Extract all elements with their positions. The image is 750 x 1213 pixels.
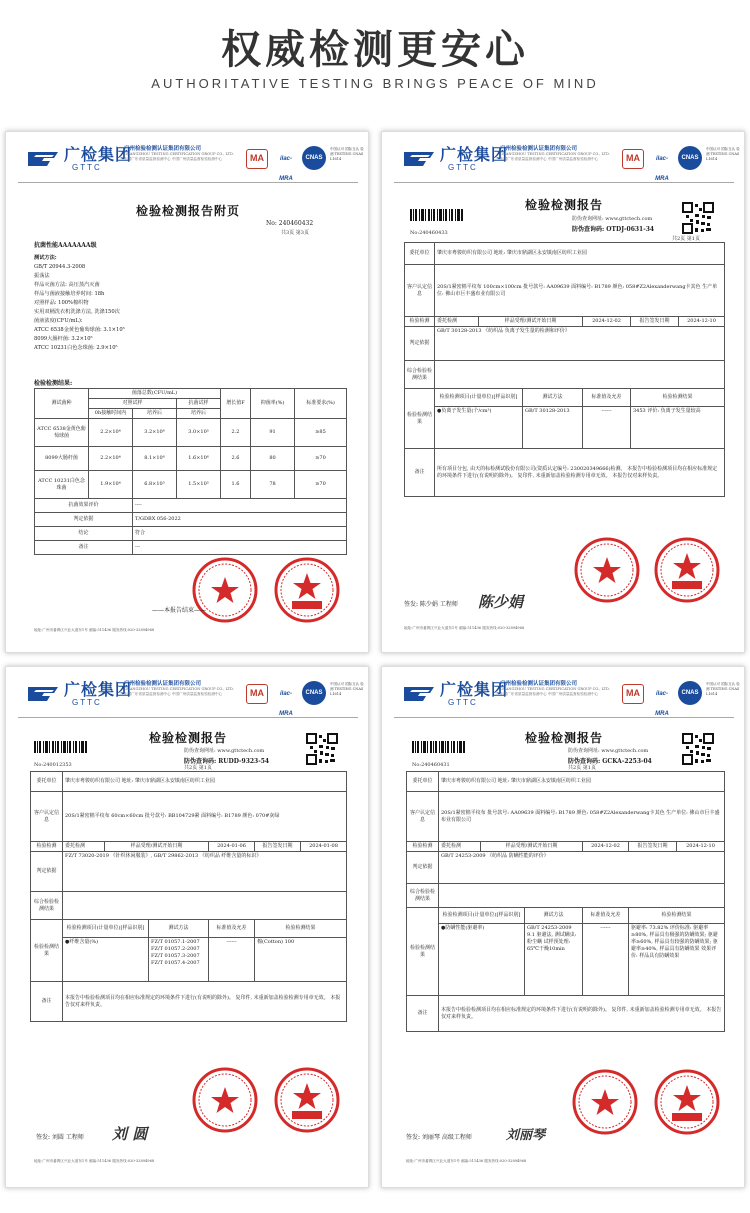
org-name-en: GUANGZHOU TESTING CERTIFICATION GROUP CO., LTD. 中国广东省质量监督检测中心 中国广州质量监督检验检测中心 — [124, 687, 234, 696]
method-line: ATCC 6538金黄色葡萄球菌: 3.1×10⁵ — [34, 327, 125, 333]
gttc-logo-icon — [402, 681, 438, 705]
result-value: 棉(Cotton) 100 — [255, 938, 347, 982]
report-end: ——本报告结束—— — [152, 607, 207, 614]
cnas-mark-icon: CNAS — [678, 681, 702, 705]
overall-label: 综合检验检测结果 — [31, 892, 63, 920]
barcode-icon — [410, 209, 464, 221]
table-cell: 1.6 — [221, 471, 251, 499]
th-after-sample: 培养后 — [177, 409, 221, 419]
th-item: 检验检测项目(计量单位)[样品识别] — [435, 389, 523, 407]
testing-seal-icon — [654, 1069, 720, 1135]
cma-mark-icon: MA — [246, 149, 268, 169]
sample-value: 20S/1紧密棉平纹布 100cm×100cm 批号款号: AA09639 面料编号: B1789 颜色: 058#Z2Alexanderwang卡其色 生产单位: 佛山市巨丰盛布业有限公司 — [435, 265, 725, 317]
table-cell: 91 — [251, 419, 295, 447]
th-item: 检验检测项目(计量单位)[样品识别] — [439, 908, 525, 924]
report-title: 检验检测报告 — [524, 198, 603, 212]
section-results: 检验检测结果: — [34, 380, 73, 387]
report-sheet-fiber-content — [5, 666, 369, 1188]
report-footer: 地址:广州市番禺区兴业大道东1号 邮编:511436 服务热线:020-32894968 — [34, 628, 155, 632]
th-result: 检验检测结果 — [629, 908, 725, 924]
org-name: 广州检验检测认证集团有限公司 — [124, 146, 202, 152]
brand-name: 广检集团 — [440, 145, 509, 164]
th-tolerance: 标准值及允差 — [583, 908, 629, 924]
table-cell: 6.8×10⁵ — [133, 471, 177, 499]
th-method: 测试方法 — [523, 389, 583, 407]
verify-code: 防伪查询码: GCKA-2253-04 — [568, 758, 652, 765]
verify-url: 防伪查询网址: www.gttctech.com — [184, 748, 265, 754]
table-cell: 3.2×10⁶ — [133, 419, 177, 447]
report-title: 检验检测报告 — [148, 731, 227, 745]
signature: 刘丽琴 — [506, 1128, 546, 1143]
test-methods — [34, 254, 125, 353]
verify-code: 防伪查询码: RUDD-9323-54 — [184, 758, 270, 765]
page-indicator: 共2页 第1页 — [184, 765, 212, 771]
th-growth: 增长值F — [221, 389, 251, 419]
remark-label: 备注 — [407, 996, 439, 1032]
sample-value: 20S/1紧密棉平纹布 60cm×60cm 批号款号: BB104729紧 面料编号: B1789 颜色: 070#灰绿 — [63, 792, 347, 842]
signer: 签发: 陈少娟 工程师 — [404, 601, 458, 608]
report-header — [6, 667, 369, 719]
table-cell: ≥70 — [295, 447, 347, 471]
th-strain: 测试菌种 — [35, 389, 89, 419]
th-control: 对照试样 — [89, 399, 177, 409]
sample-value: 20S/1紧密棉平纹布 批号款号: AA09639 面料编号: B1789 颜色: 058#Z2Alexanderwang卡其色 生产单位: 佛山市巨丰盛布业有限公司 — [439, 792, 725, 842]
ilac-mark-icon: ilac-MRA — [655, 156, 669, 182]
basis-value: FZ/T 73020-2019 《针织休闲服装》, GB/T 29862-2013 《纺织品 纤维含量的标识》 — [63, 852, 347, 892]
basis-label: 判定依据 — [407, 852, 439, 884]
verify-code: 防伪查询码: OTDJ-0631-34 — [572, 226, 655, 233]
method-line: 8099大肠杆菌: 3.2×10⁵ — [34, 336, 93, 342]
method-line: 实用双桶洗衣机洗涤方法, 洗涤150次 — [34, 309, 120, 315]
report-sheet-anti-mite — [381, 666, 745, 1188]
remark-label: 备注 — [405, 449, 435, 497]
client-value: 肇庆市粤骏纺织有限公司 地址: 肇庆市鼎湖区永安镇南区纺织工业园 — [63, 772, 347, 792]
category-label: 检验检测 — [31, 842, 63, 852]
table-cell: 2.2×10⁴ — [89, 447, 133, 471]
ilac-mark-icon: ilac-MRA — [279, 691, 293, 717]
sample-label: 客户认定信息 — [31, 792, 63, 842]
org-name: 广州检验检测认证集团有限公司 — [500, 681, 578, 687]
th-requirement: 标准要求(%) — [295, 389, 347, 419]
results-label: 检验检测结果 — [407, 908, 439, 996]
brand-name-en: GTTC — [72, 163, 102, 172]
official-seal-icon — [572, 1069, 638, 1135]
basis-value: GB/T 30128-2013 《纺织品 负离子发生量的检测和评价》 — [435, 327, 725, 361]
issued-label: 报告签发日期 — [255, 842, 301, 852]
method-line: 样品灭菌方法: 高压蒸汽灭菌 — [34, 282, 100, 288]
received-value: 2024-12-02 — [583, 842, 629, 852]
org-name-en: GUANGZHOU TESTING CERTIFICATION GROUP CO., LTD. 中国广东省质量监督检测中心 中国广州质量监督检验检测中心 — [124, 152, 234, 161]
issued-label: 报告签发日期 — [631, 317, 679, 327]
ilac-mark-icon: ilac-MRA — [655, 691, 669, 717]
category-value: 委托检测 — [63, 842, 105, 852]
signature: 刘 圆 — [112, 1125, 148, 1143]
th-t0: 0h接触时间内 — [89, 409, 133, 419]
sample-label: 客户认定信息 — [405, 265, 435, 317]
table-cell: 3.0×10⁵ — [177, 419, 221, 447]
received-label: 样品受理/测试开始日期 — [105, 842, 209, 852]
basis-label: 判定依据 — [405, 327, 435, 361]
method-line: 菌液浓度(CFU/mL): — [34, 318, 83, 324]
overall-value — [63, 892, 347, 920]
gttc-logo-icon — [402, 146, 438, 170]
barcode-icon — [34, 741, 88, 753]
signer: 签发: 刘丽琴 高级工程师 — [406, 1134, 472, 1141]
table-cell: 8.1×10⁶ — [133, 447, 177, 471]
overall-label: 综合检验检测结果 — [407, 884, 439, 908]
method-line: ATCC 10231白色念珠菌: 2.9×10⁵ — [34, 345, 118, 351]
results-label: 检验检测结果 — [31, 920, 63, 982]
tolerance-value: ------ — [583, 407, 631, 449]
th-count: 菌落总数(CFU/mL) — [89, 389, 221, 399]
remark-label: 备注 — [31, 982, 63, 1022]
signature: 陈少娟 — [478, 593, 524, 611]
cma-mark-icon: MA — [246, 684, 268, 704]
th-sample: 抗菌试样 — [177, 399, 221, 409]
header-divider — [394, 182, 734, 183]
report-number: No:240012353 — [34, 762, 72, 768]
report-header — [382, 667, 745, 719]
brand-name-en: GTTC — [448, 163, 478, 172]
table-cell: 1.5×10⁵ — [177, 471, 221, 499]
testing-seal-icon — [654, 537, 720, 603]
method-line: 样品与菌液接触培养时间: 18h — [34, 291, 105, 297]
brand-name: 广检集团 — [440, 680, 509, 699]
report-footer: 地址:广州市番禺区兴业大道东1号 邮编:511436 服务热线:020-32894968 — [404, 626, 525, 630]
table-cell: 78 — [251, 471, 295, 499]
table-cell: ≥85 — [295, 419, 347, 447]
remark-value: --- — [133, 541, 347, 555]
issued-value: 2024-12-10 — [677, 842, 725, 852]
tolerance-value: ------ — [209, 938, 255, 982]
gttc-logo-icon — [26, 146, 62, 170]
official-seal-icon — [574, 537, 640, 603]
category-label: 检验检测 — [405, 317, 435, 327]
eval-value: ---- — [133, 499, 347, 513]
result-value: 3453 评价: 负离子发生量较高 — [631, 407, 725, 449]
basis-value: T/GDBX 056-2022 — [133, 513, 347, 527]
th-result: 检验检测结果 — [255, 920, 347, 938]
th-result: 检验检测结果 — [631, 389, 725, 407]
verify-url: 防伪查询网址: www.gttctech.com — [568, 748, 649, 754]
table-cell: 2.2×10⁴ — [89, 419, 133, 447]
category-value: 委托检测 — [439, 842, 481, 852]
table-cell: ATCC 10231白色念珠菌 — [35, 471, 89, 499]
received-label: 样品受理/测试开始日期 — [481, 842, 583, 852]
brand-name: 广检集团 — [64, 680, 133, 699]
testing-seal-icon — [274, 1067, 340, 1133]
client-label: 委托单位 — [405, 243, 435, 265]
item-value: ●防螨性能(驱避率) — [439, 924, 525, 996]
item-value: ●纤维含量(%) — [63, 938, 149, 982]
received-label: 样品受理/测试开始日期 — [479, 317, 583, 327]
gttc-logo-icon — [26, 681, 62, 705]
method-value: FZ/T 01057.1-2007 FZ/T 01057.2-2007 FZ/T 01057.3-2007 FZ/T 01057.4-2007 — [149, 938, 209, 982]
report-sheet-antibacterial — [5, 131, 369, 653]
qr-code-icon — [682, 202, 714, 234]
remark-value: 所有项目分包, 由天的标检测试股份有限公司(资质认定编号: 230020349666)检测。 本报告中检验检测项目均在相应标准规定的环境条件下进行(有说明的除外)。 复印件, 未重新加盖检验检测专用章无效。 本报告仅对来样负责。 — [435, 449, 725, 497]
page-indicator: 共2页 第1页 — [672, 236, 700, 242]
table-cell: 2.2 — [221, 419, 251, 447]
result-value: 驱避率: 73.82% 评价标准: 驱避率≥80%, 样品具有极强的防螨效果; 驱避率≥60%, 样品具有较强的防螨效果; 驱避率≥40%, 样品具有防螨效果 效果评价: 样品具有防螨效果 — [629, 924, 725, 996]
cnas-mark-icon: CNAS — [302, 146, 326, 170]
hero-title: 权威检测更安心 — [221, 27, 529, 73]
overall-value — [435, 361, 725, 389]
cert-note: 中国认可 国际互认 检测 TESTING CNAS L1614 — [330, 682, 364, 696]
th-method: 测试方法 — [525, 908, 583, 924]
ilac-mark-icon: ilac-MRA — [279, 156, 293, 182]
report-number: No: 240460432 — [266, 220, 314, 227]
category-label: 检验检测 — [407, 842, 439, 852]
report-number: No:240460433 — [410, 230, 448, 236]
remark-value: 本报告中检验检测项目均在相应标准规定的环境条件下进行(有说明的除外)。 复印件, 未重新加盖检验检测专用章无效。 本报告仅对来样负责。 — [63, 982, 347, 1022]
table-cell: ATCC 6538金黄色葡萄球菌 — [35, 419, 89, 447]
brand-name-en: GTTC — [448, 698, 478, 707]
report-header — [6, 132, 369, 184]
cert-note: 中国认可 国际互认 检测 TESTING CNAS L1614 — [706, 682, 740, 696]
qr-code-icon — [306, 733, 338, 765]
table-cell: 80 — [251, 447, 295, 471]
tolerance-value: ------ — [583, 924, 629, 996]
report-footer: 地址:广州市番禺区兴业大道东1号 邮编:511436 服务热线:020-32894968 — [34, 1159, 155, 1163]
th-tolerance: 标准值及允差 — [583, 389, 631, 407]
cnas-mark-icon: CNAS — [678, 146, 702, 170]
report-number: No:240460431 — [412, 762, 450, 768]
remark-label: 备注 — [35, 541, 133, 555]
cma-mark-icon: MA — [622, 684, 644, 704]
testing-seal-icon — [274, 557, 340, 623]
client-label: 委托单位 — [407, 772, 439, 792]
report-sheet-negative-ion — [381, 131, 745, 653]
header-divider — [394, 717, 734, 718]
brand-name-en: GTTC — [72, 698, 102, 707]
report-title: 检验检测报告 — [524, 731, 603, 745]
client-value: 肇庆市粤骏纺织有限公司 地址: 肇庆市鼎湖区永安镇南区纺织工业园 — [439, 772, 725, 792]
antibacterial-results-table — [34, 388, 347, 555]
table-cell: ≥70 — [295, 471, 347, 499]
report-info-table — [30, 771, 347, 1022]
eval-label: 抗菌效果评价 — [35, 499, 133, 513]
page-indicator: 共3页 第3页 — [281, 230, 309, 236]
cnas-mark-icon: CNAS — [302, 681, 326, 705]
org-name: 广州检验检测认证集团有限公司 — [124, 681, 202, 687]
received-value: 2024-01-06 — [209, 842, 255, 852]
table-cell: 8099大肠杆菌 — [35, 447, 89, 471]
overall-label: 综合检验检测结果 — [405, 361, 435, 389]
overall-value — [439, 884, 725, 908]
results-label: 检验检测结果 — [405, 389, 435, 449]
table-cell: 2.6 — [221, 447, 251, 471]
basis-value: GB/T 24253-2009 《纺织品 防螨性能的评价》 — [439, 852, 725, 884]
brand-name: 广检集团 — [64, 145, 133, 164]
report-header — [382, 132, 745, 184]
basis-label: 判定依据 — [35, 513, 133, 527]
org-name-en: GUANGZHOU TESTING CERTIFICATION GROUP CO., LTD. 中国广东省质量监督检测中心 中国广州质量监督检验检测中心 — [500, 152, 610, 161]
method-line: 振荡法 — [34, 273, 50, 279]
report-info-table — [406, 771, 725, 1032]
qr-code-icon — [682, 733, 714, 765]
th-after: 培养后 — [133, 409, 177, 419]
basis-label: 判定依据 — [31, 852, 63, 892]
header-divider — [18, 182, 358, 183]
hero-subtitle: AUTHORITATIVE TESTING BRINGS PEACE OF MIND — [151, 76, 599, 91]
sample-label: 客户认定信息 — [407, 792, 439, 842]
cma-mark-icon: MA — [622, 149, 644, 169]
th-item: 检验检测项目(计量单位)[样品识别] — [63, 920, 149, 938]
issued-value: 2024-12-10 — [679, 317, 725, 327]
report-footer: 地址:广州市番禺区兴业大道东1号 邮编:511436 服务热线:020-32894968 — [406, 1159, 527, 1163]
th-rate: 抑菌率(%) — [251, 389, 295, 419]
category-value: 委托检测 — [435, 317, 479, 327]
method-line: 对照样品: 100%棉织物 — [34, 300, 89, 306]
org-name: 广州检验检测认证集团有限公司 — [500, 146, 578, 152]
barcode-icon — [412, 741, 466, 753]
verify-url: 防伪查询网址: www.gttctech.com — [572, 216, 653, 222]
cert-note: 中国认可 国际互认 检测 TESTING CNAS L1614 — [330, 147, 364, 161]
issued-value: 2024-01-08 — [301, 842, 347, 852]
report-title: 检验检测报告附页 — [135, 204, 240, 218]
item-value: ●负离子发生量(个/cm³) — [435, 407, 523, 449]
method-value: GB/T 24253-2009 9.1 驱避法, 测试螨虫: 粉尘螨 试样预处理: 65℃干燥10min — [525, 924, 583, 996]
official-seal-icon — [192, 1067, 258, 1133]
org-name-en: GUANGZHOU TESTING CERTIFICATION GROUP CO., LTD. 中国广东省质量监督检测中心 中国广州质量监督检验检测中心 — [500, 687, 610, 696]
remark-value: 本报告中检验检测项目均在相应标准规定的环境条件下进行(有说明的除外)。 复印件, 未重新加盖检验检测专用章无效。 本报告仅对来样负责。 — [439, 996, 725, 1032]
client-label: 委托单位 — [31, 772, 63, 792]
received-value: 2024-12-02 — [583, 317, 631, 327]
conclusion-label: 结论 — [35, 527, 133, 541]
table-cell: 1.6×10⁶ — [177, 447, 221, 471]
cert-note: 中国认可 国际互认 检测 TESTING CNAS L1614 — [706, 147, 740, 161]
page-indicator: 共2页 第1页 — [568, 765, 596, 771]
header-divider — [18, 717, 358, 718]
signer: 签发: 刘圆 工程师 — [36, 1134, 84, 1141]
section-antibacterial-grade: 抗菌性能AAAAAAA级 — [34, 242, 97, 249]
report-info-table — [404, 242, 725, 497]
conclusion-value: 符合 — [133, 527, 347, 541]
th-tolerance: 标准值及允差 — [209, 920, 255, 938]
method-value: GB/T 30128-2013 — [523, 407, 583, 449]
issued-label: 报告签发日期 — [629, 842, 677, 852]
method-line: 测试方法: — [34, 255, 57, 261]
table-cell: 1.9×10⁴ — [89, 471, 133, 499]
client-value: 肇庆市粤骏纺织有限公司 地址: 肇庆市鼎湖区永安镇南区纺织工业园 — [435, 243, 725, 265]
th-method: 测试方法 — [149, 920, 209, 938]
method-line: GB/T 20944.3-2008 — [34, 264, 86, 270]
